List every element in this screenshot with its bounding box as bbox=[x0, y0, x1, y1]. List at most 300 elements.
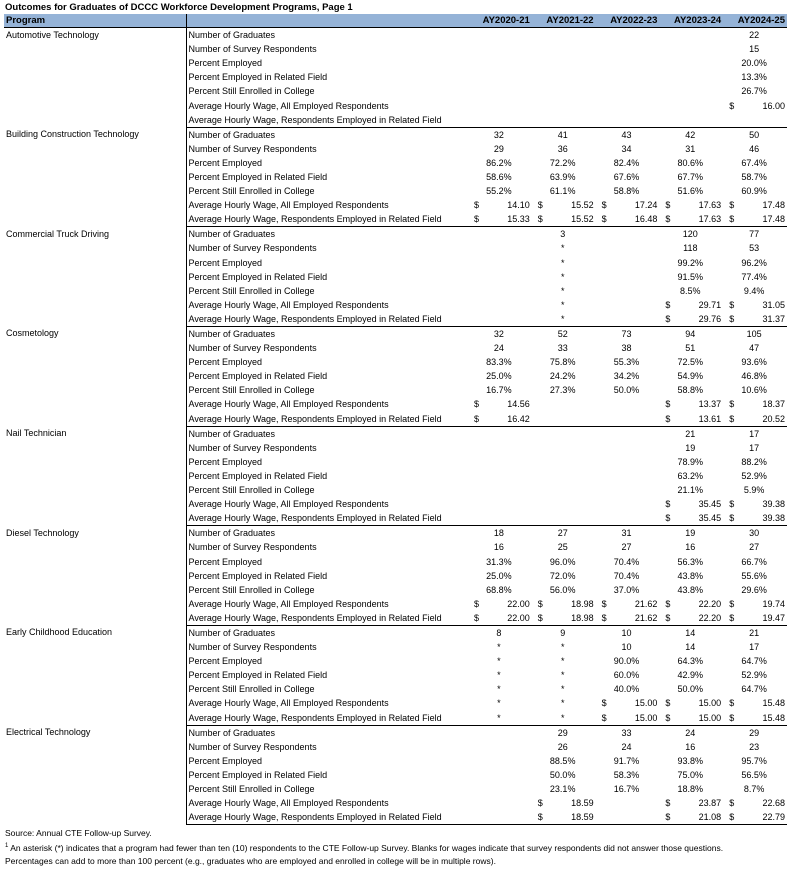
currency-symbol: $ bbox=[474, 413, 480, 424]
currency-symbol: $ bbox=[665, 214, 671, 225]
currency-symbol: $ bbox=[729, 214, 735, 225]
wage-cell bbox=[596, 198, 660, 212]
value-cell: 93.6% bbox=[741, 357, 767, 368]
metric-label: Percent Employed bbox=[186, 256, 468, 270]
value-cell bbox=[468, 113, 532, 128]
value-cell: 21 bbox=[685, 428, 696, 439]
metric-label: Number of Graduates bbox=[186, 625, 468, 640]
value-cell: 32 bbox=[493, 329, 504, 340]
metric-label: Percent Employed in Related Field bbox=[186, 768, 468, 782]
value-cell: 64.7% bbox=[741, 684, 767, 695]
value-cell bbox=[596, 455, 660, 469]
metric-label: Number of Graduates bbox=[186, 127, 468, 142]
table-row bbox=[4, 725, 787, 740]
wage-cell bbox=[468, 611, 532, 626]
wage-value: 22.20 bbox=[698, 598, 722, 609]
value-cell: 50.0% bbox=[549, 769, 576, 780]
value-cell: * bbox=[560, 670, 565, 681]
metric-label: Percent Employed bbox=[186, 156, 468, 170]
metric-label: Number of Survey Respondents bbox=[186, 341, 468, 355]
wage-value: 18.37 bbox=[762, 399, 785, 410]
value-cell: 99.2% bbox=[677, 257, 704, 268]
wage-cell bbox=[659, 511, 723, 526]
value-cell: 29 bbox=[749, 727, 760, 738]
value-cell: 80.6% bbox=[677, 157, 704, 168]
value-cell: 72.0% bbox=[549, 570, 576, 581]
metric-label: Percent Employed bbox=[186, 554, 468, 568]
value-cell bbox=[596, 810, 660, 825]
value-cell: 58.8% bbox=[677, 385, 704, 396]
metric-label: Average Hourly Wage, Respondents Employed in Related Field bbox=[186, 810, 468, 825]
value-cell: 42.9% bbox=[677, 670, 704, 681]
wage-cell bbox=[659, 397, 723, 411]
wage-value: 15.48 bbox=[762, 712, 785, 723]
value-cell: 24 bbox=[685, 727, 696, 738]
program-name: Cosmetology bbox=[6, 328, 59, 339]
wage-cell bbox=[468, 212, 532, 227]
value-cell: 34 bbox=[621, 143, 632, 154]
wage-cell bbox=[723, 810, 787, 825]
currency-symbol: $ bbox=[474, 399, 480, 410]
value-cell bbox=[659, 98, 723, 112]
wage-value: 22.79 bbox=[762, 812, 785, 823]
value-cell: 22 bbox=[749, 30, 760, 41]
wage-cell bbox=[659, 312, 723, 327]
value-cell bbox=[532, 84, 596, 98]
value-cell: 53 bbox=[749, 243, 760, 254]
value-cell bbox=[532, 511, 596, 526]
value-cell: 27.3% bbox=[549, 385, 576, 396]
wage-value: 15.33 bbox=[507, 214, 530, 225]
value-cell: 27 bbox=[557, 528, 568, 539]
metric-label: Number of Survey Respondents bbox=[186, 740, 468, 754]
program-name: Commercial Truck Driving bbox=[6, 228, 110, 239]
metric-label: Average Hourly Wage, All Employed Respondents bbox=[186, 597, 468, 611]
table-row bbox=[4, 127, 787, 142]
value-cell: * bbox=[497, 698, 501, 709]
value-cell: 16 bbox=[685, 741, 696, 752]
value-cell: 55.6% bbox=[741, 570, 767, 581]
value-cell bbox=[468, 511, 532, 526]
value-cell: 43.8% bbox=[677, 584, 704, 595]
value-cell: 32 bbox=[493, 129, 504, 140]
value-cell: 14 bbox=[685, 627, 696, 638]
value-cell: * bbox=[497, 656, 501, 667]
wage-value: 22.00 bbox=[507, 598, 530, 609]
value-cell: 43 bbox=[621, 129, 632, 140]
wage-cell bbox=[596, 597, 660, 611]
value-cell bbox=[659, 56, 723, 70]
value-cell bbox=[532, 412, 596, 427]
value-cell bbox=[659, 70, 723, 84]
value-cell: 58.7% bbox=[741, 171, 767, 182]
value-cell bbox=[596, 56, 660, 70]
value-cell: * bbox=[532, 711, 596, 726]
value-cell: 8 bbox=[496, 627, 502, 638]
wage-cell bbox=[723, 497, 787, 511]
wage-cell bbox=[723, 397, 787, 411]
wage-value: 18.98 bbox=[571, 612, 594, 623]
value-cell: 77 bbox=[749, 229, 760, 240]
currency-symbol: $ bbox=[665, 712, 671, 723]
value-cell bbox=[596, 241, 660, 255]
value-cell: 25.0% bbox=[486, 570, 512, 581]
wage-cell bbox=[596, 212, 660, 227]
value-cell: 55.3% bbox=[613, 357, 640, 368]
wage-cell bbox=[659, 298, 723, 312]
currency-symbol: $ bbox=[601, 598, 607, 609]
value-cell bbox=[532, 28, 596, 43]
value-cell bbox=[596, 284, 660, 298]
value-cell bbox=[659, 42, 723, 56]
value-cell: * bbox=[497, 684, 501, 695]
value-cell: 21 bbox=[749, 627, 760, 638]
table-row bbox=[4, 326, 787, 341]
value-cell: 54.9% bbox=[677, 371, 704, 382]
metric-label: Average Hourly Wage, Respondents Employed in Related Field bbox=[186, 312, 468, 327]
metric-label: Percent Employed bbox=[186, 754, 468, 768]
value-cell bbox=[468, 56, 532, 70]
wage-cell bbox=[532, 198, 596, 212]
value-cell: 24 bbox=[621, 741, 632, 752]
value-cell bbox=[468, 796, 532, 810]
value-cell bbox=[596, 227, 660, 242]
value-cell bbox=[532, 497, 596, 511]
wage-value: 21.62 bbox=[634, 612, 658, 623]
value-cell: 94 bbox=[685, 329, 696, 340]
value-cell: 29 bbox=[557, 727, 568, 738]
value-cell: 51 bbox=[685, 343, 696, 354]
value-cell: * bbox=[560, 257, 565, 268]
currency-symbol: $ bbox=[474, 598, 480, 609]
value-cell: 70.4% bbox=[613, 556, 640, 567]
currency-symbol: $ bbox=[537, 214, 543, 225]
value-cell: 16.7% bbox=[486, 385, 512, 396]
metric-label: Average Hourly Wage, Respondents Employed in Related Field bbox=[186, 113, 468, 128]
currency-symbol: $ bbox=[665, 798, 671, 809]
wage-cell bbox=[532, 212, 596, 227]
value-cell: * bbox=[468, 711, 532, 726]
value-cell: 52.9% bbox=[741, 670, 767, 681]
value-cell bbox=[468, 270, 532, 284]
value-cell: 70.4% bbox=[613, 570, 640, 581]
metric-label: Percent Still Enrolled in College bbox=[186, 782, 468, 796]
currency-symbol: $ bbox=[665, 200, 671, 211]
metric-label: Percent Employed bbox=[186, 56, 468, 70]
value-cell: 73 bbox=[621, 329, 632, 340]
currency-symbol: $ bbox=[601, 698, 607, 709]
value-cell: 3 bbox=[560, 229, 566, 240]
value-cell: 18.8% bbox=[677, 784, 704, 795]
value-cell: 16.7% bbox=[613, 784, 640, 795]
currency-symbol: $ bbox=[665, 698, 671, 709]
source-note: Source: Annual CTE Follow-up Survey. bbox=[5, 828, 152, 838]
currency-symbol: $ bbox=[537, 812, 543, 823]
value-cell: 58.8% bbox=[613, 186, 640, 197]
value-cell: 56.0% bbox=[549, 584, 576, 595]
value-cell: 20.0% bbox=[741, 58, 767, 69]
currency-symbol: $ bbox=[729, 200, 735, 211]
metric-label: Number of Graduates bbox=[186, 526, 468, 541]
header-year: AY2023-24 bbox=[659, 14, 723, 28]
table-row bbox=[4, 526, 787, 541]
value-cell bbox=[468, 469, 532, 483]
currency-symbol: $ bbox=[537, 612, 543, 623]
value-cell: 16 bbox=[685, 542, 696, 553]
value-cell: * bbox=[560, 271, 565, 282]
metric-label: Percent Employed in Related Field bbox=[186, 469, 468, 483]
metric-label: Percent Still Enrolled in College bbox=[186, 84, 468, 98]
currency-symbol: $ bbox=[665, 612, 671, 623]
wage-value: 17.24 bbox=[634, 200, 658, 211]
value-cell: 5.9% bbox=[743, 485, 765, 496]
value-cell: 82.4% bbox=[613, 157, 640, 168]
wage-cell bbox=[723, 98, 787, 112]
value-cell bbox=[596, 270, 660, 284]
metric-label: Number of Graduates bbox=[186, 725, 468, 740]
currency-symbol: $ bbox=[665, 399, 671, 410]
value-cell: 13.3% bbox=[741, 72, 767, 83]
value-cell: 63.9% bbox=[549, 171, 576, 182]
metric-label: Percent Still Enrolled in College bbox=[186, 184, 468, 198]
wage-value: 16.00 bbox=[762, 100, 785, 111]
currency-symbol: $ bbox=[729, 598, 735, 609]
wage-cell bbox=[659, 711, 723, 726]
wage-cell bbox=[659, 198, 723, 212]
metric-label: Number of Survey Respondents bbox=[186, 540, 468, 554]
value-cell: 47 bbox=[749, 343, 760, 354]
metric-label: Percent Employed in Related Field bbox=[186, 369, 468, 383]
wage-cell bbox=[723, 711, 787, 726]
wage-value: 35.45 bbox=[698, 499, 722, 510]
currency-symbol: $ bbox=[665, 812, 671, 823]
value-cell bbox=[468, 810, 532, 825]
value-cell bbox=[659, 113, 723, 128]
wage-cell bbox=[596, 611, 660, 626]
wage-value: 29.71 bbox=[698, 299, 722, 310]
value-cell: 10.6% bbox=[741, 385, 767, 396]
value-cell: 46.8% bbox=[741, 371, 767, 382]
wage-value: 15.00 bbox=[698, 698, 722, 709]
value-cell bbox=[468, 754, 532, 768]
value-cell: * bbox=[560, 698, 565, 709]
value-cell: 60.9% bbox=[741, 186, 767, 197]
value-cell: 42 bbox=[685, 129, 696, 140]
wage-value: 15.52 bbox=[571, 200, 594, 211]
table-row bbox=[4, 625, 787, 640]
wage-cell bbox=[659, 810, 723, 825]
value-cell: 91.5% bbox=[677, 271, 704, 282]
wage-value: 15.00 bbox=[634, 698, 658, 709]
currency-symbol: $ bbox=[729, 698, 735, 709]
currency-symbol: $ bbox=[537, 598, 543, 609]
value-cell: 52 bbox=[557, 329, 568, 340]
wage-cell bbox=[723, 198, 787, 212]
metric-label: Percent Still Enrolled in College bbox=[186, 383, 468, 397]
currency-symbol: $ bbox=[665, 313, 671, 324]
value-cell bbox=[596, 483, 660, 497]
value-cell bbox=[596, 511, 660, 526]
value-cell bbox=[532, 483, 596, 497]
wage-value: 22.00 bbox=[507, 612, 530, 623]
metric-label: Number of Graduates bbox=[186, 326, 468, 341]
value-cell: 29 bbox=[493, 143, 504, 154]
value-cell: 96.2% bbox=[741, 257, 767, 268]
wage-value: 18.98 bbox=[571, 598, 594, 609]
value-cell: 41 bbox=[557, 129, 568, 140]
wage-cell bbox=[532, 597, 596, 611]
wage-value: 14.56 bbox=[507, 399, 530, 410]
value-cell bbox=[532, 397, 596, 411]
wage-value: 16.42 bbox=[507, 413, 530, 424]
value-cell: * bbox=[560, 656, 565, 667]
wage-value: 39.38 bbox=[762, 513, 785, 524]
value-cell: 46 bbox=[749, 143, 760, 154]
value-cell: 78.9% bbox=[677, 456, 704, 467]
value-cell: 37.0% bbox=[613, 584, 640, 595]
value-cell: 56.3% bbox=[677, 556, 704, 567]
value-cell: 24 bbox=[493, 343, 504, 354]
value-cell: 30 bbox=[749, 528, 760, 539]
value-cell: 61.1% bbox=[549, 186, 576, 197]
currency-symbol: $ bbox=[729, 299, 735, 310]
value-cell: 24.2% bbox=[549, 371, 576, 382]
value-cell: 38 bbox=[621, 343, 632, 354]
value-cell: 18 bbox=[493, 528, 504, 539]
value-cell bbox=[468, 441, 532, 455]
program-name: Electrical Technology bbox=[6, 727, 91, 738]
value-cell: 25 bbox=[557, 542, 568, 553]
value-cell bbox=[468, 426, 532, 441]
metric-label: Percent Employed in Related Field bbox=[186, 668, 468, 682]
value-cell: 66.7% bbox=[741, 556, 767, 567]
value-cell: 118 bbox=[683, 243, 698, 254]
header-year: AY2024-25 bbox=[723, 14, 787, 28]
value-cell: 64.7% bbox=[741, 656, 767, 667]
value-cell: 27 bbox=[621, 542, 632, 553]
value-cell bbox=[468, 28, 532, 43]
currency-symbol: $ bbox=[665, 299, 671, 310]
value-cell: 83.3% bbox=[486, 357, 512, 368]
program-name: Automotive Technology bbox=[6, 30, 99, 40]
value-cell bbox=[596, 412, 660, 427]
metric-label: Number of Graduates bbox=[186, 227, 468, 242]
value-cell bbox=[596, 441, 660, 455]
table-row bbox=[4, 227, 787, 242]
wage-cell bbox=[659, 412, 723, 427]
wage-cell bbox=[723, 312, 787, 327]
value-cell bbox=[468, 740, 532, 754]
metric-label: Average Hourly Wage, All Employed Respondents bbox=[186, 696, 468, 710]
value-cell: 72.2% bbox=[549, 157, 576, 168]
wage-value: 20.52 bbox=[762, 413, 785, 424]
currency-symbol: $ bbox=[729, 513, 735, 524]
value-cell: 17 bbox=[749, 642, 760, 653]
metric-label: Average Hourly Wage, All Employed Respondents bbox=[186, 397, 468, 411]
value-cell bbox=[468, 256, 532, 270]
value-cell: 88.5% bbox=[549, 755, 576, 766]
currency-symbol: $ bbox=[665, 499, 671, 510]
value-cell bbox=[596, 796, 660, 810]
value-cell: 90.0% bbox=[613, 656, 640, 667]
wage-cell bbox=[723, 796, 787, 810]
value-cell: 31 bbox=[685, 143, 696, 154]
footnote-text-1: An asterisk (*) indicates that a program had fewer than ten (10) respondents to the CTE Follow-up Survey. Blanks for wages indicate that survey respondents did not answer those questions. bbox=[10, 842, 724, 853]
wage-cell bbox=[723, 611, 787, 626]
outcomes-table bbox=[4, 14, 787, 825]
metric-label: Number of Survey Respondents bbox=[186, 241, 468, 255]
value-cell bbox=[468, 497, 532, 511]
wage-cell bbox=[532, 611, 596, 626]
wage-value: 17.63 bbox=[698, 200, 722, 211]
value-cell: * bbox=[497, 670, 501, 681]
currency-symbol: $ bbox=[537, 200, 543, 211]
value-cell: 17 bbox=[749, 442, 760, 453]
wage-value: 17.48 bbox=[762, 214, 785, 225]
value-cell bbox=[596, 84, 660, 98]
value-cell: 75.0% bbox=[677, 769, 704, 780]
wage-value: 29.76 bbox=[698, 313, 722, 324]
value-cell: 67.7% bbox=[677, 171, 704, 182]
value-cell bbox=[596, 113, 660, 128]
value-cell: 21.1% bbox=[677, 485, 704, 496]
currency-symbol: $ bbox=[729, 499, 735, 510]
metric-label: Percent Employed bbox=[186, 455, 468, 469]
value-cell bbox=[532, 70, 596, 84]
value-cell bbox=[532, 98, 596, 112]
wage-value: 13.61 bbox=[698, 413, 722, 424]
wage-value: 35.45 bbox=[698, 513, 722, 524]
value-cell bbox=[468, 70, 532, 84]
wage-value: 18.59 bbox=[571, 812, 594, 823]
header-year: AY2020-21 bbox=[468, 14, 532, 28]
value-cell: 19 bbox=[685, 528, 696, 539]
value-cell: 40.0% bbox=[613, 684, 640, 695]
header-year: AY2022-23 bbox=[596, 14, 660, 28]
metric-label: Average Hourly Wage, Respondents Employed in Related Field bbox=[186, 711, 468, 726]
wage-value: 17.63 bbox=[698, 214, 722, 225]
currency-symbol: $ bbox=[601, 200, 607, 211]
notes bbox=[5, 827, 723, 868]
wage-cell bbox=[659, 696, 723, 710]
value-cell bbox=[468, 768, 532, 782]
currency-symbol: $ bbox=[665, 413, 671, 424]
value-cell bbox=[659, 28, 723, 43]
value-cell bbox=[596, 256, 660, 270]
value-cell bbox=[532, 455, 596, 469]
currency-symbol: $ bbox=[729, 798, 735, 809]
value-cell: 33 bbox=[557, 343, 568, 354]
wage-cell bbox=[723, 696, 787, 710]
value-cell: 55.2% bbox=[486, 186, 512, 197]
wage-value: 15.00 bbox=[698, 712, 722, 723]
metric-label: Number of Survey Respondents bbox=[186, 640, 468, 654]
value-cell bbox=[596, 397, 660, 411]
currency-symbol: $ bbox=[474, 612, 480, 623]
wage-cell bbox=[596, 696, 660, 710]
metric-label: Percent Still Enrolled in College bbox=[186, 483, 468, 497]
value-cell: 33 bbox=[621, 727, 632, 738]
program-name: Early Childhood Education bbox=[6, 627, 113, 638]
value-cell bbox=[596, 28, 660, 43]
value-cell bbox=[596, 426, 660, 441]
wage-value: 19.47 bbox=[762, 612, 785, 623]
metric-label: Percent Still Enrolled in College bbox=[186, 583, 468, 597]
currency-symbol: $ bbox=[474, 200, 480, 211]
wage-cell bbox=[468, 397, 532, 411]
wage-cell bbox=[659, 611, 723, 626]
value-cell: 77.4% bbox=[741, 271, 767, 282]
